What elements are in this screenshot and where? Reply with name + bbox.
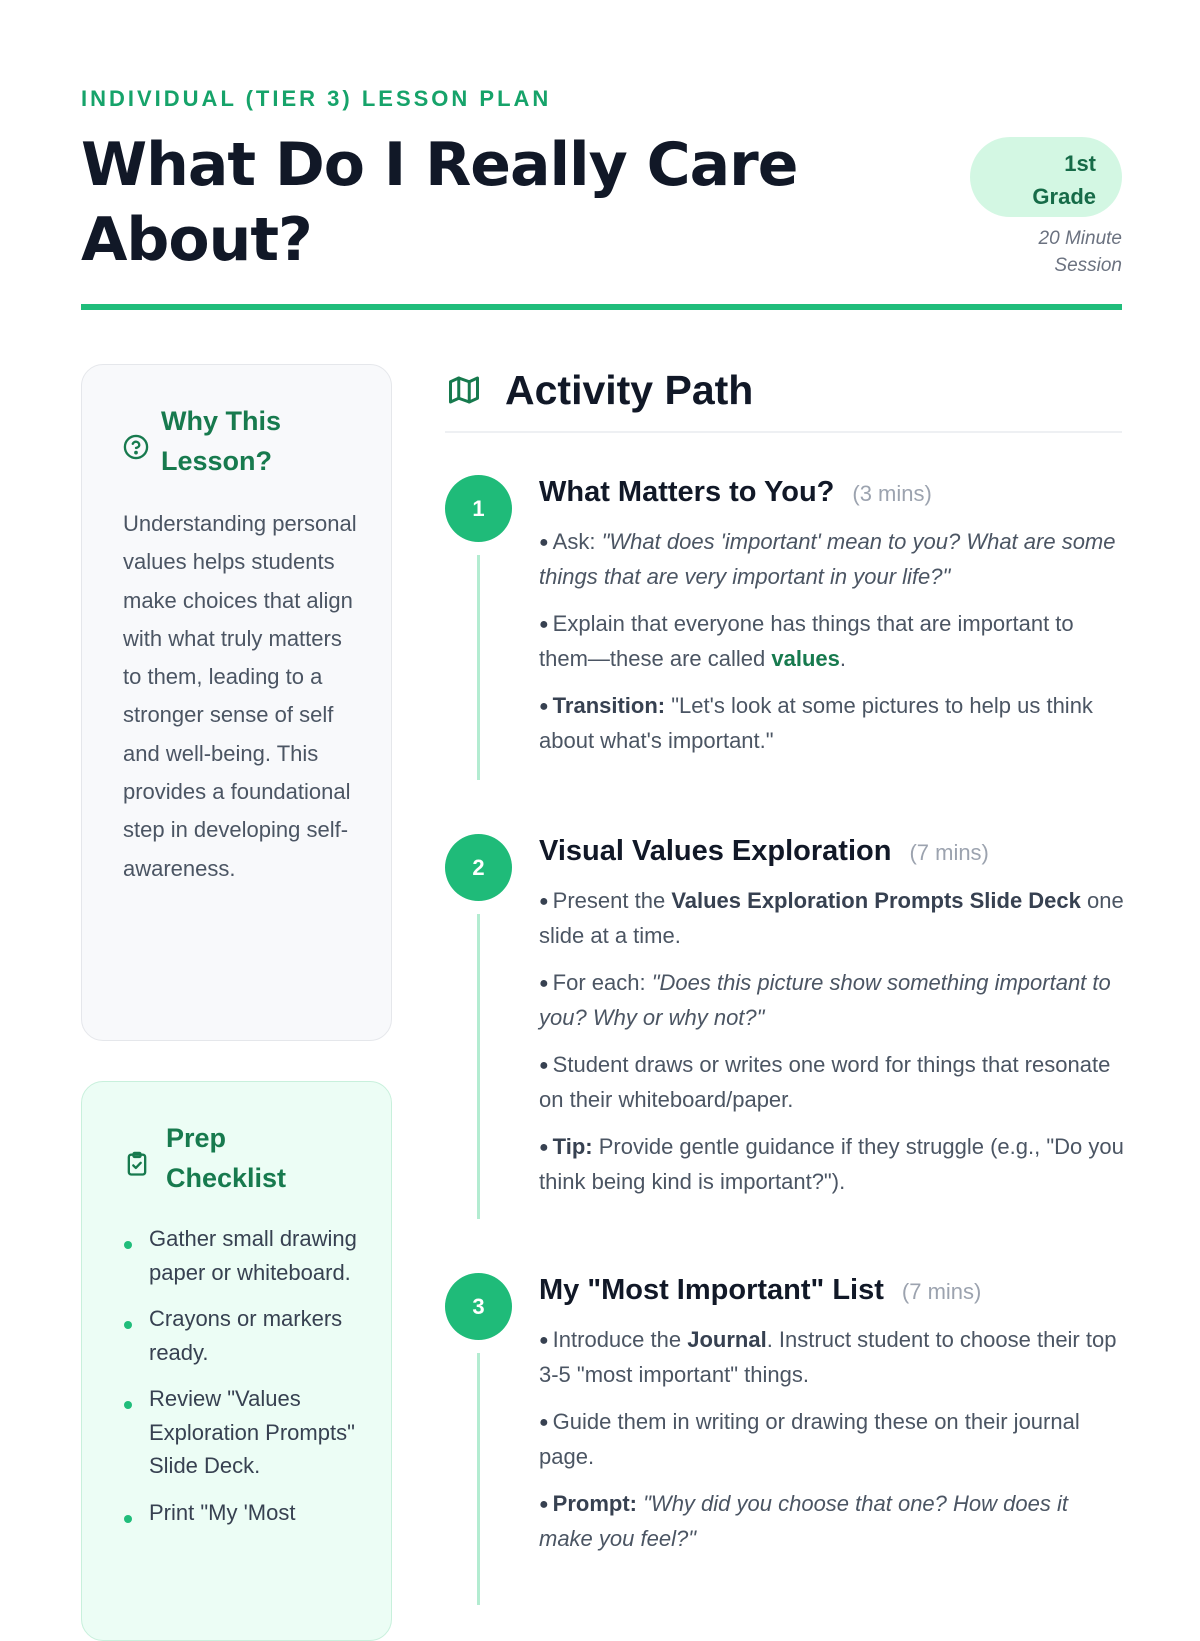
step-bullet — [539, 966, 1125, 1035]
bullet-text: Provide gentle guidance if they struggle (e.g., "Do you think being kind is important?"). — [539, 1134, 1124, 1194]
step-number-badge: 2 — [445, 834, 512, 901]
bullet-quote: "What does 'important' mean to you? What are some things that are very important in your life?" — [539, 529, 1116, 589]
bullet-label: Ask: — [552, 529, 596, 554]
prep-checklist-card — [81, 1081, 392, 1641]
step-connector — [477, 555, 480, 780]
step-duration: (7 mins) — [901, 1279, 982, 1304]
activity-step-1 — [445, 475, 1122, 780]
step-body — [539, 525, 1125, 771]
why-this-lesson-card — [81, 364, 392, 1041]
bullet-text: one slide at a time. — [539, 888, 1124, 948]
grade-word: Grade — [1032, 184, 1096, 209]
why-title — [161, 401, 281, 481]
step-duration: (7 mins) — [909, 840, 989, 865]
grade-number: 1st — [1064, 151, 1096, 176]
step-bullet — [539, 884, 1125, 953]
step-title-text: My "Most Important" List — [539, 1274, 884, 1306]
step-bullet — [539, 607, 1125, 676]
step-title-text: What Matters to You? — [539, 476, 835, 508]
bullet-text: Student draws or writes one word for things that resonate on their whiteboard/paper. — [539, 1052, 1111, 1112]
prep-item: Crayons or markers ready. — [120, 1302, 370, 1369]
step-title — [539, 475, 932, 511]
activity-step-2 — [445, 834, 1122, 1219]
bullet-quote: "Does this picture show something important to you? Why or why not?" — [539, 970, 1111, 1030]
step-connector — [477, 1353, 480, 1605]
bullet-dot: ● — [539, 1332, 549, 1349]
step-duration: (3 mins) — [852, 481, 932, 506]
question-circle-icon — [122, 433, 150, 461]
step-bullet — [539, 689, 1125, 758]
bullet-dot: ● — [539, 698, 549, 715]
activity-step-3 — [445, 1273, 1122, 1600]
bullet-label: Prompt: — [552, 1491, 637, 1516]
prep-title-line2: Checklist — [166, 1163, 287, 1193]
bullet-label: Tip: — [552, 1134, 593, 1159]
bullet-dot: ● — [539, 975, 549, 992]
bullet-quote: "Why did you choose that one? How does it make you feel?" — [539, 1491, 1068, 1551]
why-description: Understanding personal values helps students make choices that align with what truly matters to them, leading to a stronger sense of self and well-being. This provides a foundational step in developing self-awareness. — [123, 511, 357, 881]
activity-divider — [445, 431, 1122, 433]
bullet-dot: ● — [539, 534, 549, 551]
bullet-text: "Let's look at some pictures to help us think about what's important." — [539, 693, 1093, 753]
bullet-text: Guide them in writing or drawing these on their journal page. — [539, 1409, 1080, 1469]
prep-item: Print "My 'Most — [120, 1496, 370, 1530]
bullet-end: . — [839, 646, 846, 671]
journal-term: Journal — [687, 1327, 767, 1352]
step-bullet — [539, 1130, 1125, 1199]
step-number-badge: 1 — [445, 475, 512, 542]
activity-path-title: Activity Path — [505, 367, 754, 413]
prep-item: Gather small drawing paper or whiteboard. — [120, 1222, 370, 1289]
page-title: What Do I Really Care About? — [81, 130, 798, 275]
session-minutes: 20 Minute — [1038, 228, 1122, 249]
values-term: values — [771, 646, 840, 671]
why-title-line2: Lesson? — [161, 446, 273, 476]
bullet-dot: ● — [539, 1057, 549, 1074]
bullet-dot: ● — [539, 616, 549, 633]
bullet-label: Transition: — [552, 693, 666, 718]
bullet-dot: ● — [539, 893, 549, 910]
step-bullet — [539, 1323, 1125, 1392]
session-word: Session — [1054, 255, 1122, 276]
grade-badge — [970, 137, 1122, 217]
bullet-dot: ● — [539, 1414, 549, 1431]
why-title-line1: Why This — [161, 406, 281, 436]
slide-deck-name: Values Exploration Prompts Slide Deck — [671, 888, 1081, 913]
clipboard-check-icon — [123, 1150, 151, 1178]
bullet-text: . Instruct student to choose their top 3-5 "most important" things. — [539, 1327, 1117, 1387]
step-title — [539, 1273, 981, 1309]
bullet-text: Present the — [552, 888, 666, 913]
session-length — [960, 225, 1122, 279]
step-bullet — [539, 1487, 1125, 1556]
step-title — [539, 834, 989, 870]
bullet-text: Introduce the — [552, 1327, 682, 1352]
header-divider — [81, 304, 1122, 310]
step-title-text: Visual Values Exploration — [539, 835, 892, 867]
step-bullet — [539, 525, 1125, 594]
lesson-type-label: INDIVIDUAL (TIER 3) LESSON PLAN — [81, 86, 552, 111]
step-connector — [477, 914, 480, 1219]
step-number-badge: 3 — [445, 1273, 512, 1340]
bullet-dot: ● — [539, 1496, 549, 1513]
step-bullet — [539, 1048, 1125, 1117]
map-icon — [446, 372, 482, 408]
bullet-text: Explain that everyone has things that are important to them—these are called — [539, 611, 1074, 671]
step-body — [539, 884, 1125, 1212]
bullet-dot: ● — [539, 1139, 549, 1156]
prep-title — [166, 1118, 286, 1198]
prep-list — [120, 1222, 370, 1542]
bullet-label: For each: — [552, 970, 646, 995]
step-bullet — [539, 1405, 1125, 1474]
prep-item: Review "Values Exploration Prompts" Slide Deck. — [120, 1382, 370, 1483]
step-body — [539, 1323, 1125, 1569]
prep-title-line1: Prep — [166, 1123, 227, 1153]
